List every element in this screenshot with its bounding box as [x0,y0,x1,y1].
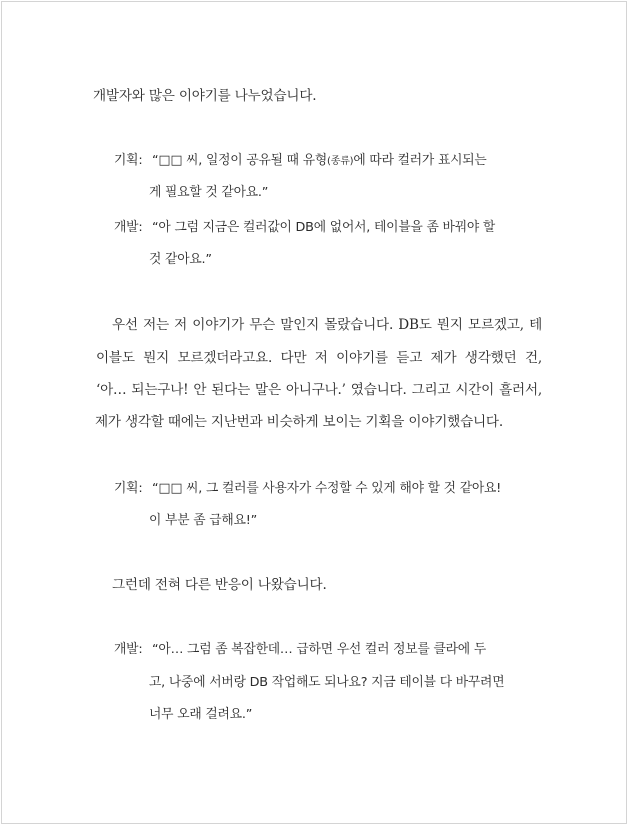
document-page [1,1,627,824]
paragraph-line: 이블도 뭔지 모르겠더라고요. 다만 저 이야기를 듣고 제가 생각했던 건, [96,350,542,366]
speaker-label: 기획: [114,481,143,496]
dialogue-annotation: (종류) [327,156,354,167]
paragraph-line: 제가 생각할 때에는 지난번과 비슷하게 보이는 기획을 이야기했습니다. [95,414,503,430]
dialogue-line: 게 필요할 것 같아요.” [149,185,269,200]
dialogue-line: “□□ 씨, 그 컬러를 사용자가 수정할 수 있게 해야 할 것 같아요! [152,481,502,496]
dialogue-line: 이 부분 좀 급해요!” [149,513,258,528]
speaker-label: 개발: [114,642,143,657]
dialogue-text: “□□ 씨, 일정이 공유될 때 유형 [152,153,328,168]
intro-text: 개발자와 많은 이야기를 나누었습니다. [93,88,317,104]
paragraph-line: 우선 저는 저 이야기가 무슨 말인지 몰랐습니다. DB도 뭔지 모르겠고, 테 [112,317,542,333]
dialogue-line: “아… 그럼 좀 복잡한데… 급하면 우선 컬러 정보를 클라에 두 [152,642,486,657]
speaker-label: 개발: [114,220,143,235]
dialogue-line: 너무 오래 걸려요.” [149,707,253,722]
speaker-label: 기획: [114,153,143,168]
dialogue-line: “아 그럼 지금은 컬러값이 DB에 없어서, 테이블을 좀 바꿔야 할 [152,220,496,235]
dialogue-text: 에 따라 컬러가 표시되는 [353,153,487,168]
dialogue-line [152,152,487,171]
paragraph-line: ‘아… 되는구나! 안 된다는 말은 아니구나.’ 였습니다. 그리고 시간이 흘러서, [96,382,542,398]
dialogue-line: 고, 나중에 서버랑 DB 작업해도 되나요? 지금 테이블 다 바꾸려면 [149,675,505,690]
dialogue-line: 것 같아요.” [149,252,212,267]
transition-text: 그런데 전혀 다른 반응이 나왔습니다. [112,577,327,593]
